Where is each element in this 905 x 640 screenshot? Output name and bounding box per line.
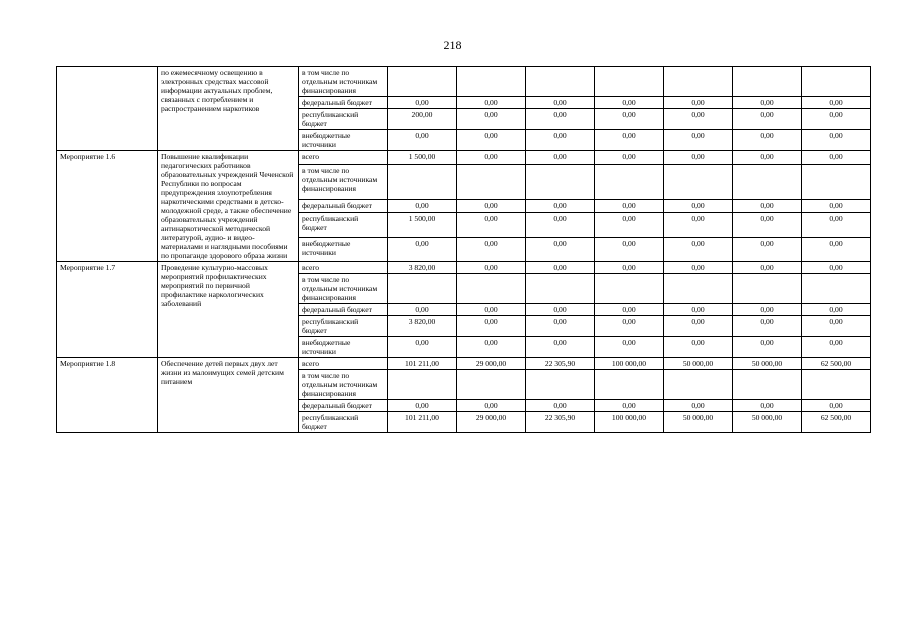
amount-cell — [664, 67, 733, 97]
amount-cell: 0,00 — [388, 337, 457, 358]
amount-cell: 0,00 — [526, 400, 595, 412]
amount-cell: 0,00 — [802, 304, 871, 316]
amount-cell: 0,00 — [388, 237, 457, 261]
amount-cell — [595, 370, 664, 400]
amount-cell: 0,00 — [664, 213, 733, 237]
amount-cell: 0,00 — [664, 400, 733, 412]
amount-cell: 0,00 — [733, 199, 802, 213]
amount-cell: 62 500,00 — [802, 358, 871, 370]
amount-cell: 0,00 — [526, 213, 595, 237]
table-row — [57, 151, 871, 165]
measure-code — [57, 67, 158, 151]
amount-cell: 0,00 — [526, 109, 595, 130]
amount-cell: 200,00 — [388, 109, 457, 130]
amount-cell: 0,00 — [733, 316, 802, 337]
amount-cell — [595, 67, 664, 97]
funding-source: федеральный бюджет — [299, 97, 388, 109]
amount-cell: 0,00 — [526, 316, 595, 337]
funding-source: в том числе по отдельным источникам финансирования — [299, 370, 388, 400]
amount-cell: 0,00 — [802, 337, 871, 358]
amount-cell: 101 211,00 — [388, 412, 457, 433]
amount-cell: 0,00 — [664, 262, 733, 274]
funding-source: в том числе по отдельным источникам финансирования — [299, 274, 388, 304]
table-row — [57, 358, 871, 370]
amount-cell: 0,00 — [595, 213, 664, 237]
amount-cell: 0,00 — [802, 97, 871, 109]
amount-cell: 1 500,00 — [388, 151, 457, 165]
amount-cell: 0,00 — [664, 151, 733, 165]
amount-cell — [733, 274, 802, 304]
table-row — [57, 67, 871, 97]
amount-cell — [733, 164, 802, 199]
amount-cell — [802, 164, 871, 199]
amount-cell — [664, 370, 733, 400]
amount-cell: 0,00 — [457, 213, 526, 237]
amount-cell: 0,00 — [733, 130, 802, 151]
amount-cell: 0,00 — [388, 199, 457, 213]
amount-cell: 0,00 — [595, 304, 664, 316]
amount-cell — [802, 67, 871, 97]
funding-source: в том числе по отдельным источникам финансирования — [299, 164, 388, 199]
amount-cell: 0,00 — [457, 262, 526, 274]
amount-cell: 0,00 — [526, 262, 595, 274]
amount-cell: 0,00 — [733, 97, 802, 109]
amount-cell: 0,00 — [664, 97, 733, 109]
amount-cell: 50 000,00 — [664, 412, 733, 433]
amount-cell: 0,00 — [802, 237, 871, 261]
funding-source: республиканский бюджет — [299, 213, 388, 237]
amount-cell: 0,00 — [733, 262, 802, 274]
amount-cell: 0,00 — [526, 130, 595, 151]
amount-cell — [802, 274, 871, 304]
page-number: 218 — [443, 38, 462, 52]
measure-code: Мероприятие 1.6 — [57, 151, 158, 262]
amount-cell: 0,00 — [733, 237, 802, 261]
amount-cell — [733, 67, 802, 97]
funding-source: внебюджетные источники — [299, 337, 388, 358]
amount-cell: 0,00 — [457, 109, 526, 130]
amount-cell: 1 500,00 — [388, 213, 457, 237]
amount-cell: 22 305,90 — [526, 412, 595, 433]
funding-source: внебюджетные источники — [299, 130, 388, 151]
amount-cell: 0,00 — [388, 400, 457, 412]
amount-cell: 0,00 — [526, 237, 595, 261]
amount-cell: 0,00 — [802, 199, 871, 213]
amount-cell: 0,00 — [802, 400, 871, 412]
budget-table — [56, 66, 871, 433]
amount-cell: 0,00 — [595, 400, 664, 412]
funding-source: всего — [299, 151, 388, 165]
amount-cell: 101 211,00 — [388, 358, 457, 370]
amount-cell — [664, 274, 733, 304]
amount-cell: 0,00 — [802, 130, 871, 151]
amount-cell: 29 000,00 — [457, 358, 526, 370]
amount-cell: 0,00 — [595, 109, 664, 130]
amount-cell: 0,00 — [457, 304, 526, 316]
amount-cell: 3 820,00 — [388, 316, 457, 337]
amount-cell: 0,00 — [802, 262, 871, 274]
amount-cell: 0,00 — [664, 130, 733, 151]
funding-source: всего — [299, 262, 388, 274]
funding-source: федеральный бюджет — [299, 304, 388, 316]
amount-cell: 0,00 — [733, 109, 802, 130]
amount-cell: 0,00 — [664, 199, 733, 213]
amount-cell: 0,00 — [664, 316, 733, 337]
measure-description: Повышение квалификации педагогических работников образовательных учреждений Чеченской Республики по вопросам предупреждения злоупотребления наркотическими средствами в детско-молодежной среде, а также обеспечение образовательных учреждений антинаркотической методической литературой, аудио- и видео-материалами и наглядными пособиями по пропаганде здорового образа жизни — [158, 151, 299, 262]
amount-cell: 0,00 — [802, 213, 871, 237]
amount-cell: 0,00 — [388, 304, 457, 316]
amount-cell — [457, 164, 526, 199]
amount-cell — [457, 67, 526, 97]
amount-cell — [526, 164, 595, 199]
amount-cell: 0,00 — [733, 213, 802, 237]
amount-cell: 100 000,00 — [595, 358, 664, 370]
measure-description: Обеспечение детей первых двух лет жизни из малоимущих семей детским питанием — [158, 358, 299, 433]
amount-cell: 0,00 — [733, 400, 802, 412]
amount-cell: 0,00 — [457, 130, 526, 151]
amount-cell: 0,00 — [595, 151, 664, 165]
measure-code: Мероприятие 1.8 — [57, 358, 158, 433]
amount-cell: 0,00 — [664, 237, 733, 261]
amount-cell: 0,00 — [526, 199, 595, 213]
funding-source: республиканский бюджет — [299, 412, 388, 433]
amount-cell: 0,00 — [457, 199, 526, 213]
amount-cell — [664, 164, 733, 199]
amount-cell: 0,00 — [664, 337, 733, 358]
funding-source: федеральный бюджет — [299, 400, 388, 412]
amount-cell: 0,00 — [457, 337, 526, 358]
amount-cell: 50 000,00 — [664, 358, 733, 370]
amount-cell: 0,00 — [457, 400, 526, 412]
amount-cell — [526, 370, 595, 400]
amount-cell — [526, 274, 595, 304]
funding-source: федеральный бюджет — [299, 199, 388, 213]
amount-cell: 0,00 — [457, 237, 526, 261]
amount-cell: 0,00 — [802, 109, 871, 130]
amount-cell: 29 000,00 — [457, 412, 526, 433]
amount-cell: 0,00 — [388, 97, 457, 109]
amount-cell: 0,00 — [457, 97, 526, 109]
amount-cell: 0,00 — [595, 199, 664, 213]
amount-cell — [388, 164, 457, 199]
amount-cell — [595, 274, 664, 304]
funding-source: в том числе по отдельным источникам финансирования — [299, 67, 388, 97]
amount-cell — [388, 67, 457, 97]
amount-cell: 0,00 — [526, 337, 595, 358]
amount-cell: 62 500,00 — [802, 412, 871, 433]
amount-cell — [457, 370, 526, 400]
amount-cell: 0,00 — [388, 130, 457, 151]
amount-cell: 0,00 — [802, 151, 871, 165]
amount-cell — [388, 370, 457, 400]
amount-cell: 0,00 — [733, 151, 802, 165]
measure-description: Проведение культурно-массовых мероприятий профилактических мероприятий по первичной профилактике наркологических заболеваний — [158, 262, 299, 358]
amount-cell: 3 820,00 — [388, 262, 457, 274]
amount-cell: 22 305,90 — [526, 358, 595, 370]
amount-cell: 50 000,00 — [733, 358, 802, 370]
amount-cell: 0,00 — [595, 316, 664, 337]
measure-code: Мероприятие 1.7 — [57, 262, 158, 358]
amount-cell: 0,00 — [733, 337, 802, 358]
amount-cell: 0,00 — [526, 97, 595, 109]
amount-cell: 0,00 — [595, 337, 664, 358]
amount-cell — [595, 164, 664, 199]
amount-cell — [733, 370, 802, 400]
amount-cell: 0,00 — [802, 316, 871, 337]
amount-cell: 0,00 — [733, 304, 802, 316]
amount-cell — [457, 274, 526, 304]
funding-source: республиканский бюджет — [299, 316, 388, 337]
amount-cell: 0,00 — [595, 262, 664, 274]
amount-cell: 0,00 — [664, 109, 733, 130]
amount-cell: 0,00 — [457, 151, 526, 165]
amount-cell — [388, 274, 457, 304]
amount-cell: 0,00 — [457, 316, 526, 337]
funding-source: внебюджетные источники — [299, 237, 388, 261]
amount-cell: 0,00 — [595, 130, 664, 151]
measure-description: по ежемесячному освещению в электронных средствах массовой информации актуальных проблем, связанных с потреблением и распространением наркотиков — [158, 67, 299, 151]
amount-cell: 0,00 — [526, 304, 595, 316]
funding-source: всего — [299, 358, 388, 370]
amount-cell — [802, 370, 871, 400]
table-row — [57, 262, 871, 274]
amount-cell — [526, 67, 595, 97]
amount-cell: 0,00 — [595, 97, 664, 109]
amount-cell: 0,00 — [595, 237, 664, 261]
amount-cell: 0,00 — [664, 304, 733, 316]
funding-source: республиканский бюджет — [299, 109, 388, 130]
amount-cell: 0,00 — [526, 151, 595, 165]
amount-cell: 50 000,00 — [733, 412, 802, 433]
amount-cell: 100 000,00 — [595, 412, 664, 433]
